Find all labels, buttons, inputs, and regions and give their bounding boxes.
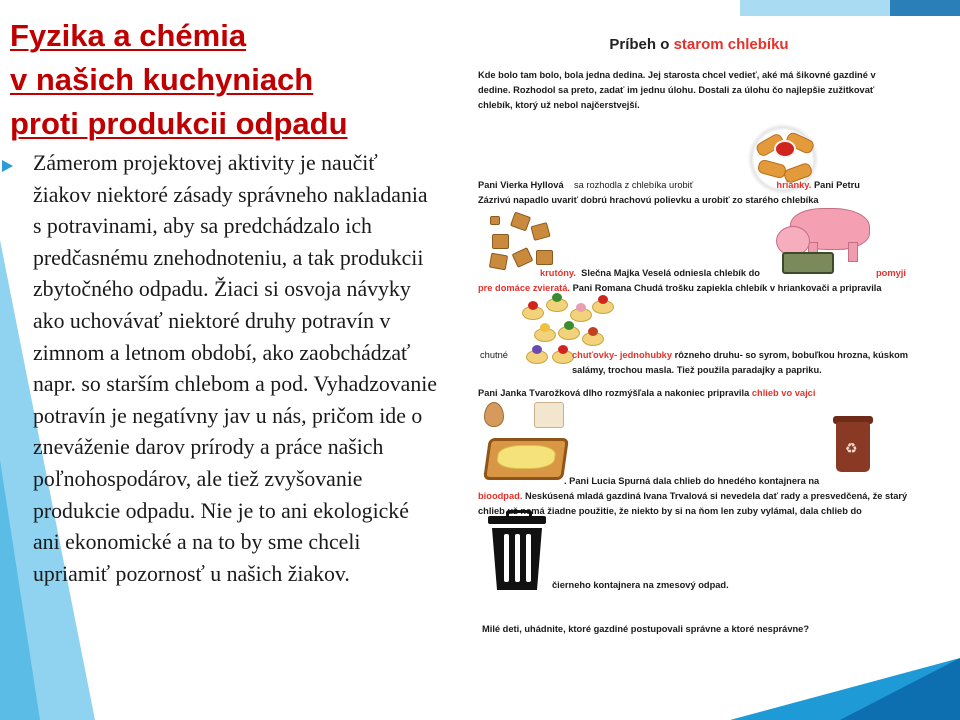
bullet-arrow-icon: [2, 160, 13, 172]
story-line-8: . Pani Lucia Spurná dala chlieb do hnedého kontajnera na: [564, 476, 820, 486]
story-question: Milé deti, uhádnite, ktoré gazdiné postupovali správne a ktoré nesprávne?: [482, 624, 810, 634]
bread-slice-image: [534, 402, 564, 428]
story-line-4-end: pomyji: [876, 268, 906, 278]
black-bin-icon: [492, 528, 542, 590]
story-line-10: čierneho kontajnera na zmesový odpad.: [552, 580, 729, 590]
brown-bin-icon: ♻: [836, 422, 870, 472]
title-line-2: v našich kuchyniach: [10, 62, 314, 97]
story-line-5: pre domáce zvieratá. Pani Romana Chudá trošku zapiekla chlebík v hriankovači a pripravila: [478, 283, 882, 293]
story-line-9: bioodpad. Neskúsená mladá gazdiná Ivana Trvalová si nevedela dať rady a presvedčená, že starý chlieb už nemá žiadne použitie, že niekto by si na ňom len zuby vylámal, dala chlieb do: [478, 491, 908, 516]
decor-top-right-bar-dark: [890, 0, 960, 16]
story-title: Príbeh o starom chlebíku: [609, 36, 789, 53]
decor-bottom-right-triangle-dark: [840, 658, 960, 720]
story-line-4: krutóny. Slečna Majka Veselá odniesla chlebík do: [540, 268, 760, 278]
egg-image: [484, 402, 504, 427]
title-line-3: proti produkcii odpadu: [10, 106, 348, 141]
body-paragraph: Zámerom projektovej aktivity je naučiť žiakov niektoré zásady správneho nakladania s potravinami, aby sa predchádzalo ich predčasnému znehodnoteniu, a tak produkcii zbytočného odpadu. Žiaci si osvoja návyky ako uchovávať niektoré druhy potravín v zimnom a letnom období, ako zaobchádzať napr. so starším chlebom a pod. Vyhadzovanie potravín je negatívny jav u nás, pričom ide o zneváženie darov prírody a práce našich poľnohospodárov, ale tiež zvyšovanie produkcie odpadu. Nie je to ani ekologické ani ekonomické a na to by sme chceli upriamiť pozornosť u našich žiakov.: [33, 151, 437, 586]
story-paragraph-1: Kde bolo tam bolo, bola jedna dedina. Jej starosta chcel vedieť, aké má šikovné gazdiné v dedine. Rozhodol sa preto, zadať im jednu úlohu. Dostali za úlohu čo najlepšie zužitkovať chlebík, ktorý už nebol najčerstvejší.: [478, 70, 876, 110]
story-line-6a: chutné: [480, 350, 508, 360]
title-line-1: Fyzika a chémia: [10, 18, 247, 53]
black-bin-lid: [488, 516, 546, 524]
story-line-3: Zázrivú napadlo uvariť dobrú hrachovú polievku a urobiť zo starého chlebíka: [478, 195, 819, 205]
egg-bread-image: [483, 438, 569, 480]
slide-title: [10, 14, 348, 146]
story-line-7: Pani Janka Tvarožková dlho rozmýšľala a nakoniec pripravila chlieb vo vajci: [478, 388, 816, 398]
story-image: [478, 30, 920, 640]
story-line-6: chuťovky- jednohubky rôzneho druhu- so syrom, bobuľkou hrozna, kúskom salámy, trochou masla. Tiež použila paradajky a papriku.: [572, 350, 909, 375]
story-line-2: Pani Vierka Hyllová sa rozhodla z chlebíka urobiť hrianky. Pani Petru: [478, 180, 860, 190]
croutons-image: [486, 210, 556, 270]
